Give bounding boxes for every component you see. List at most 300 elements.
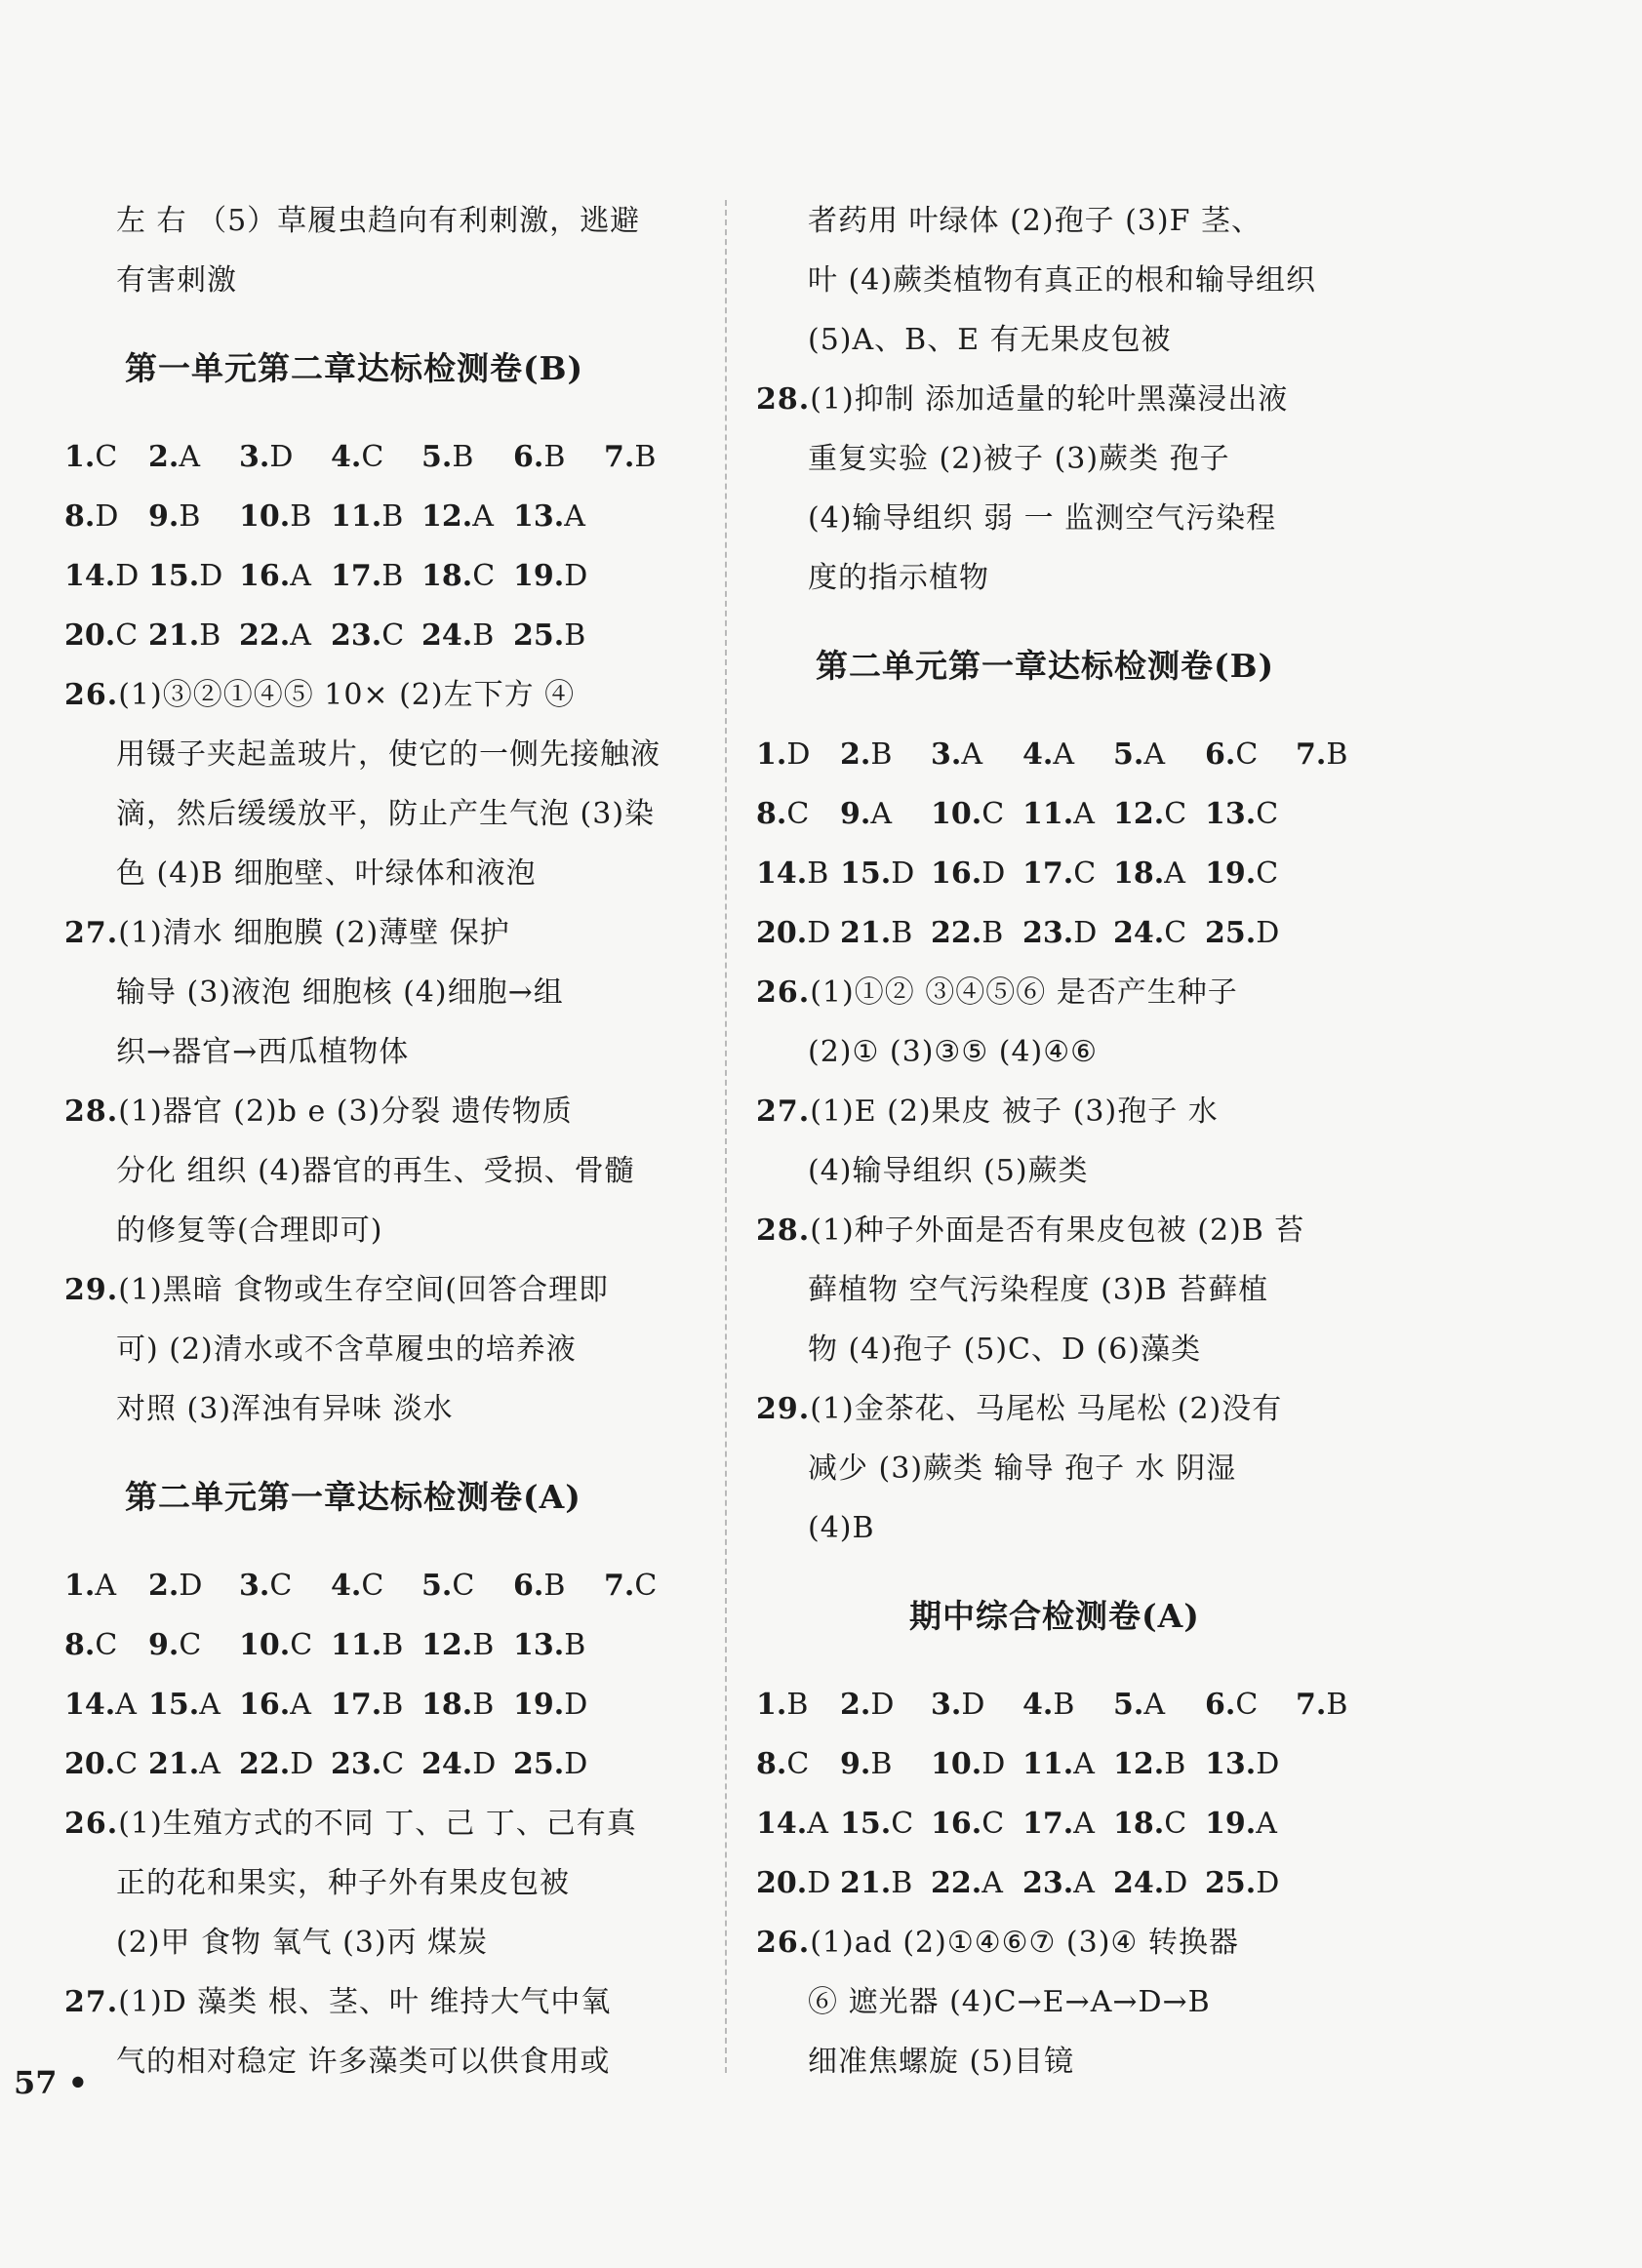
section-title: 第二单元第一章达标检测卷(A) bbox=[125, 1478, 581, 1516]
question-number: 10. bbox=[931, 797, 982, 831]
answer-letter: A bbox=[1073, 1807, 1095, 1841]
question-number: 20. bbox=[64, 618, 116, 653]
answer-letter: B bbox=[870, 737, 893, 772]
answer-letter: D bbox=[961, 1688, 985, 1722]
answer-item bbox=[756, 844, 840, 903]
question-number: 16. bbox=[239, 559, 291, 593]
answer-item bbox=[1022, 1794, 1113, 1853]
answer-item bbox=[148, 1615, 239, 1675]
question-number: 14. bbox=[756, 856, 808, 891]
answer-letter: C bbox=[786, 1747, 810, 1781]
question-number: 13. bbox=[513, 1628, 565, 1662]
question-number: 8. bbox=[64, 1628, 96, 1662]
question-number: 21. bbox=[148, 618, 200, 653]
answer-letter: D bbox=[807, 916, 831, 950]
answer-item bbox=[421, 427, 513, 487]
question-number: 13. bbox=[1205, 797, 1257, 831]
answer-letter: D bbox=[870, 1688, 895, 1722]
answer-letter: C bbox=[1164, 916, 1187, 950]
answer-letter: D bbox=[564, 559, 588, 593]
answer-item bbox=[1022, 725, 1113, 784]
question-number: 29. bbox=[756, 1392, 811, 1426]
question-number: 26. bbox=[64, 1807, 119, 1841]
text-line: 织→器官→西瓜植物体 bbox=[116, 1035, 410, 1069]
text-line: 有害刺激 bbox=[116, 263, 237, 298]
answer-item bbox=[239, 427, 331, 487]
answer-letter: C bbox=[1073, 856, 1097, 891]
answer-letter: B bbox=[199, 618, 221, 653]
answer-letter: B bbox=[1326, 1688, 1348, 1722]
answer-letter: C bbox=[95, 440, 118, 474]
question-number: 22. bbox=[239, 1747, 291, 1781]
answer-letter: B bbox=[472, 1688, 495, 1722]
answer-letter: D bbox=[115, 559, 140, 593]
answer-item bbox=[1205, 784, 1296, 844]
answer-letter: B bbox=[1326, 737, 1348, 772]
answer-item bbox=[931, 784, 1022, 844]
question-number: 7. bbox=[1296, 1688, 1327, 1722]
answer-item bbox=[148, 1675, 239, 1734]
answer-item bbox=[421, 487, 513, 546]
answer-letter: C bbox=[891, 1807, 914, 1841]
question-number: 17. bbox=[1022, 856, 1074, 891]
question-number: 21. bbox=[840, 916, 892, 950]
question-number: 7. bbox=[1296, 737, 1327, 772]
question-number: 7. bbox=[604, 1569, 635, 1603]
answer-letter: C bbox=[1256, 856, 1279, 891]
answer-item bbox=[1022, 784, 1113, 844]
question-number: 3. bbox=[931, 737, 962, 772]
answer-letter: A bbox=[1073, 1866, 1095, 1900]
answer-letter: C bbox=[361, 1569, 384, 1603]
question-number: 9. bbox=[840, 797, 871, 831]
question-number: 24. bbox=[1113, 1866, 1165, 1900]
question-list bbox=[756, 370, 1400, 608]
answer-row bbox=[756, 844, 1400, 903]
answer-item bbox=[1113, 1794, 1205, 1853]
answer-item bbox=[148, 427, 239, 487]
answer-letter: B bbox=[381, 1688, 404, 1722]
answer-row bbox=[64, 427, 708, 487]
answer-item bbox=[331, 1615, 421, 1675]
text-line: (5)A、B、E 有无果皮包被 bbox=[808, 323, 1172, 357]
answer-item bbox=[1022, 844, 1113, 903]
question-number: 11. bbox=[1022, 797, 1074, 831]
answer-text: (1)E (2)果皮 被子 (3)孢子 水 bbox=[810, 1094, 1219, 1129]
answer-item bbox=[1113, 1853, 1205, 1913]
text-line: 色 (4)B 细胞壁、叶绿体和液泡 bbox=[116, 856, 537, 891]
answer-letter: B bbox=[564, 1628, 586, 1662]
answer-item bbox=[513, 487, 604, 546]
answer-item bbox=[1113, 1734, 1205, 1794]
answer-text: (1)清水 细胞膜 (2)薄壁 保护 bbox=[118, 916, 510, 950]
question-number: 22. bbox=[239, 618, 291, 653]
question-number: 11. bbox=[331, 1628, 382, 1662]
answer-letter: D bbox=[564, 1747, 588, 1781]
answer-letter: B bbox=[472, 618, 495, 653]
answer-item bbox=[421, 1615, 513, 1675]
question-number: 11. bbox=[331, 499, 382, 534]
answer-letter: A bbox=[95, 1569, 116, 1603]
answer-letter: A bbox=[807, 1807, 828, 1841]
answer-letter: D bbox=[981, 1747, 1006, 1781]
question-number: 12. bbox=[421, 1628, 473, 1662]
answer-letter: B bbox=[891, 916, 913, 950]
text-line: 物 (4)孢子 (5)C、D (6)藻类 bbox=[808, 1333, 1202, 1367]
question-number: 3. bbox=[931, 1688, 962, 1722]
answer-item bbox=[239, 1734, 331, 1794]
question-number: 20. bbox=[756, 1866, 808, 1900]
answer-letter: B bbox=[870, 1747, 893, 1781]
answer-item bbox=[756, 725, 840, 784]
text-line: 藓植物 空气污染程度 (3)B 苔藓植 bbox=[808, 1273, 1269, 1307]
answer-letter: A bbox=[472, 499, 494, 534]
answer-grid bbox=[64, 427, 708, 665]
answer-letter: C bbox=[381, 1747, 405, 1781]
answer-item bbox=[421, 546, 513, 606]
question-number: 12. bbox=[421, 499, 473, 534]
answer-item bbox=[1022, 1734, 1113, 1794]
question-number: 25. bbox=[513, 618, 565, 653]
question-number: 25. bbox=[1205, 916, 1257, 950]
answer-row bbox=[64, 1615, 708, 1675]
text-line: (4)B bbox=[808, 1511, 875, 1545]
answer-letter: D bbox=[1256, 1747, 1280, 1781]
answer-letter: D bbox=[786, 737, 811, 772]
answer-text: (1)金茶花、马尾松 马尾松 (2)没有 bbox=[810, 1392, 1283, 1426]
answer-text: (1)D 藻类 根、茎、叶 维持大气中氧 bbox=[118, 1985, 612, 2019]
answer-letter: D bbox=[1073, 916, 1098, 950]
answer-item bbox=[756, 1853, 840, 1913]
answer-letter: D bbox=[1256, 916, 1280, 950]
answer-item bbox=[1113, 903, 1205, 963]
text-line: 可) (2)清水或不含草履虫的培养液 bbox=[116, 1333, 577, 1367]
answer-row bbox=[64, 606, 708, 665]
answer-item bbox=[513, 1734, 604, 1794]
answer-item bbox=[513, 546, 604, 606]
answer-letter: B bbox=[452, 440, 474, 474]
answer-item bbox=[1205, 844, 1296, 903]
question-number: 23. bbox=[1022, 916, 1074, 950]
question-number: 13. bbox=[513, 499, 565, 534]
answer-item bbox=[148, 1734, 239, 1794]
answer-letter: A bbox=[1053, 737, 1074, 772]
question-number: 12. bbox=[1113, 1747, 1165, 1781]
answer-letter: C bbox=[452, 1569, 475, 1603]
question-number: 8. bbox=[64, 499, 96, 534]
answer-letter: C bbox=[290, 1628, 313, 1662]
question-number: 20. bbox=[756, 916, 808, 950]
question-number: 6. bbox=[513, 440, 544, 474]
question-number: 20. bbox=[64, 1747, 116, 1781]
answer-letter: A bbox=[981, 1866, 1003, 1900]
question-number: 22. bbox=[931, 916, 982, 950]
answer-item bbox=[756, 903, 840, 963]
answer-item bbox=[421, 1556, 513, 1615]
answer-letter: A bbox=[179, 440, 200, 474]
question-number: 26. bbox=[756, 975, 811, 1010]
answer-row bbox=[756, 903, 1400, 963]
question-number: 15. bbox=[148, 1688, 200, 1722]
section-title: 第一单元第二章达标检测卷(B) bbox=[125, 349, 584, 387]
question-number: 19. bbox=[513, 1688, 565, 1722]
answer-letter: D bbox=[891, 856, 915, 891]
answer-letter: B bbox=[1164, 1747, 1186, 1781]
question-number: 23. bbox=[1022, 1866, 1074, 1900]
answer-item bbox=[1022, 1853, 1113, 1913]
text-line: 分化 组织 (4)器官的再生、受损、骨髓 bbox=[116, 1154, 635, 1188]
answer-letter: C bbox=[381, 618, 405, 653]
answer-letter: C bbox=[95, 1628, 118, 1662]
answer-letter: C bbox=[1235, 1688, 1259, 1722]
answer-letter: B bbox=[1053, 1688, 1075, 1722]
answer-letter: A bbox=[1073, 797, 1095, 831]
question-number: 1. bbox=[64, 1569, 96, 1603]
question-line bbox=[756, 1082, 1400, 1141]
text-line: 输导 (3)液泡 细胞核 (4)细胞→组 bbox=[116, 975, 564, 1010]
answer-letter: B bbox=[472, 1628, 495, 1662]
answer-letter: C bbox=[179, 1628, 202, 1662]
answer-item bbox=[513, 1615, 604, 1675]
question-number: 24. bbox=[421, 1747, 473, 1781]
answer-letter: D bbox=[179, 1569, 203, 1603]
question-number: 14. bbox=[64, 559, 116, 593]
answer-item bbox=[513, 606, 604, 665]
answer-item bbox=[931, 1734, 1022, 1794]
question-number: 2. bbox=[840, 1688, 871, 1722]
answer-grid bbox=[756, 725, 1400, 963]
answer-letter: B bbox=[786, 1688, 809, 1722]
question-number: 21. bbox=[840, 1866, 892, 1900]
answer-letter: A bbox=[564, 499, 585, 534]
question-number: 26. bbox=[756, 1926, 811, 1960]
answer-item bbox=[1205, 1675, 1296, 1734]
text-line: 滴，然后缓缓放平，防止产生气泡 (3)染 bbox=[116, 797, 656, 831]
answer-item bbox=[513, 1675, 604, 1734]
answer-text: (1)种子外面是否有果皮包被 (2)B 苔 bbox=[810, 1214, 1305, 1248]
answer-item bbox=[840, 1794, 931, 1853]
answer-item bbox=[331, 1675, 421, 1734]
answer-item bbox=[931, 903, 1022, 963]
question-number: 24. bbox=[421, 618, 473, 653]
question-number: 19. bbox=[1205, 856, 1257, 891]
question-number: 14. bbox=[756, 1807, 808, 1841]
answer-item bbox=[64, 427, 148, 487]
question-number: 24. bbox=[1113, 916, 1165, 950]
question-number: 1. bbox=[756, 1688, 787, 1722]
right-column bbox=[756, 191, 1400, 2091]
question-list bbox=[756, 1913, 1400, 2091]
answer-item bbox=[1113, 725, 1205, 784]
text-line: 减少 (3)蕨类 输导 孢子 水 阴湿 bbox=[808, 1452, 1237, 1486]
answer-row bbox=[64, 1734, 708, 1794]
answer-letter: C bbox=[981, 1807, 1005, 1841]
section-title: 第二单元第一章达标检测卷(B) bbox=[816, 647, 1275, 685]
question-number: 1. bbox=[64, 440, 96, 474]
question-number: 16. bbox=[931, 856, 982, 891]
answer-letter: C bbox=[115, 618, 139, 653]
answer-item bbox=[421, 1734, 513, 1794]
text-line: 的修复等(合理即可) bbox=[116, 1214, 383, 1248]
question-number: 4. bbox=[331, 1569, 362, 1603]
question-number: 5. bbox=[1113, 1688, 1144, 1722]
answer-item bbox=[931, 1794, 1022, 1853]
question-number: 1. bbox=[756, 737, 787, 772]
answer-letter: B bbox=[981, 916, 1004, 950]
question-number: 27. bbox=[64, 1985, 119, 2019]
answer-item bbox=[1205, 1734, 1296, 1794]
answer-letter: A bbox=[199, 1688, 220, 1722]
answer-letter: B bbox=[381, 1628, 404, 1662]
answer-item bbox=[931, 725, 1022, 784]
answer-text: (1)③②①④⑤ 10× (2)左下方 ④ bbox=[118, 678, 576, 712]
answer-letter: C bbox=[115, 1747, 139, 1781]
answer-letter: B bbox=[807, 856, 829, 891]
answer-letter: C bbox=[786, 797, 810, 831]
question-number: 8. bbox=[756, 797, 787, 831]
answer-item bbox=[840, 1675, 931, 1734]
question-number: 22. bbox=[931, 1866, 982, 1900]
question-number: 15. bbox=[148, 559, 200, 593]
question-number: 6. bbox=[1205, 1688, 1236, 1722]
answer-item bbox=[840, 784, 931, 844]
answer-row bbox=[756, 1794, 1400, 1853]
question-number: 16. bbox=[931, 1807, 982, 1841]
answer-text: (1)①② ③④⑤⑥ 是否产生种子 bbox=[810, 975, 1238, 1010]
answer-item bbox=[331, 427, 421, 487]
answer-letter: C bbox=[1164, 797, 1187, 831]
text-line: (4)输导组织 (5)蕨类 bbox=[808, 1154, 1089, 1188]
answer-item bbox=[1205, 1853, 1296, 1913]
answer-item bbox=[1205, 1794, 1296, 1853]
answer-text: (1)ad (2)①④⑥⑦ (3)④ 转换器 bbox=[810, 1926, 1239, 1960]
answer-item bbox=[331, 1556, 421, 1615]
answer-row bbox=[64, 1675, 708, 1734]
question-number: 17. bbox=[1022, 1807, 1074, 1841]
section-title: 期中综合检测卷(A) bbox=[909, 1597, 1200, 1635]
answer-letter: C bbox=[1164, 1807, 1187, 1841]
question-number: 2. bbox=[148, 440, 180, 474]
answer-letter: A bbox=[961, 737, 982, 772]
question-number: 5. bbox=[421, 440, 453, 474]
text-line: ⑥ 遮光器 (4)C→E→A→D→B bbox=[808, 1985, 1211, 2019]
answer-row bbox=[756, 725, 1400, 784]
answer-item bbox=[239, 546, 331, 606]
column-divider bbox=[725, 200, 727, 2073]
answer-item bbox=[1113, 1675, 1205, 1734]
answer-item bbox=[1205, 903, 1296, 963]
question-number: 10. bbox=[239, 1628, 291, 1662]
answer-letter: B bbox=[381, 499, 404, 534]
answer-item bbox=[1296, 725, 1386, 784]
question-number: 18. bbox=[1113, 856, 1165, 891]
answer-letter: D bbox=[1164, 1866, 1188, 1900]
answer-letter: D bbox=[1256, 1866, 1280, 1900]
answer-item bbox=[239, 1675, 331, 1734]
answer-letter: D bbox=[95, 499, 119, 534]
answer-text: (1)生殖方式的不同 丁、己 丁、己有真 bbox=[118, 1807, 637, 1841]
answer-item bbox=[1205, 725, 1296, 784]
question-number: 23. bbox=[331, 1747, 382, 1781]
question-number: 6. bbox=[513, 1569, 544, 1603]
question-number: 4. bbox=[1022, 737, 1054, 772]
text-line: 者药用 叶绿体 (2)孢子 (3)F 茎、 bbox=[808, 204, 1262, 238]
answer-letter: A bbox=[1143, 1688, 1165, 1722]
question-number: 25. bbox=[1205, 1866, 1257, 1900]
question-line bbox=[64, 1794, 708, 1853]
answer-letter: B bbox=[564, 618, 586, 653]
question-line bbox=[64, 1082, 708, 1141]
answer-letter: D bbox=[472, 1747, 497, 1781]
question-number: 14. bbox=[64, 1688, 116, 1722]
answer-item bbox=[239, 1556, 331, 1615]
answer-row bbox=[64, 487, 708, 546]
question-list bbox=[64, 665, 708, 1439]
answer-letter: B bbox=[179, 499, 201, 534]
answer-grid bbox=[756, 1675, 1400, 1913]
question-number: 10. bbox=[239, 499, 291, 534]
answer-letter: B bbox=[381, 559, 404, 593]
answer-letter: C bbox=[1235, 737, 1259, 772]
question-number: 19. bbox=[1205, 1807, 1257, 1841]
answer-letter: A bbox=[115, 1688, 137, 1722]
answer-item bbox=[756, 784, 840, 844]
question-number: 17. bbox=[331, 1688, 382, 1722]
answer-item bbox=[239, 1615, 331, 1675]
question-number: 18. bbox=[421, 559, 473, 593]
question-line bbox=[64, 903, 708, 963]
question-line bbox=[756, 963, 1400, 1022]
text-line: 左 右 （5）草履虫趋向有利刺激，逃避 bbox=[116, 204, 641, 238]
answer-item bbox=[840, 1853, 931, 1913]
answer-item bbox=[331, 1734, 421, 1794]
answer-letter: A bbox=[870, 797, 892, 831]
answer-letter: D bbox=[269, 440, 294, 474]
answer-item bbox=[513, 427, 604, 487]
answer-letter: D bbox=[981, 856, 1006, 891]
answer-item bbox=[756, 1734, 840, 1794]
question-number: 5. bbox=[1113, 737, 1144, 772]
answer-item bbox=[1113, 784, 1205, 844]
answer-letter: D bbox=[564, 1688, 588, 1722]
answer-row bbox=[756, 1675, 1400, 1734]
answer-item bbox=[604, 427, 695, 487]
question-number: 8. bbox=[756, 1747, 787, 1781]
answer-item bbox=[840, 1734, 931, 1794]
question-number: 3. bbox=[239, 440, 270, 474]
question-number: 9. bbox=[148, 1628, 180, 1662]
answer-letter: B bbox=[543, 440, 566, 474]
question-number: 4. bbox=[331, 440, 362, 474]
text-line: 正的花和果实，种子外有果皮包被 bbox=[116, 1866, 570, 1900]
answer-row bbox=[756, 1734, 1400, 1794]
answer-item bbox=[604, 1556, 695, 1615]
left-column bbox=[64, 191, 708, 2091]
question-line bbox=[756, 1379, 1400, 1439]
question-number: 21. bbox=[148, 1747, 200, 1781]
answer-item bbox=[148, 487, 239, 546]
answer-item bbox=[931, 1675, 1022, 1734]
answer-item bbox=[840, 725, 931, 784]
question-number: 16. bbox=[239, 1688, 291, 1722]
answer-text: (1)器官 (2)b e (3)分裂 遗传物质 bbox=[118, 1094, 573, 1129]
answer-letter: C bbox=[1256, 797, 1279, 831]
answer-item bbox=[64, 606, 148, 665]
answer-item bbox=[148, 1556, 239, 1615]
answer-letter: D bbox=[199, 559, 223, 593]
answer-letter: D bbox=[807, 1866, 831, 1900]
text-line: 细准焦螺旋 (5)目镜 bbox=[808, 2045, 1075, 2079]
